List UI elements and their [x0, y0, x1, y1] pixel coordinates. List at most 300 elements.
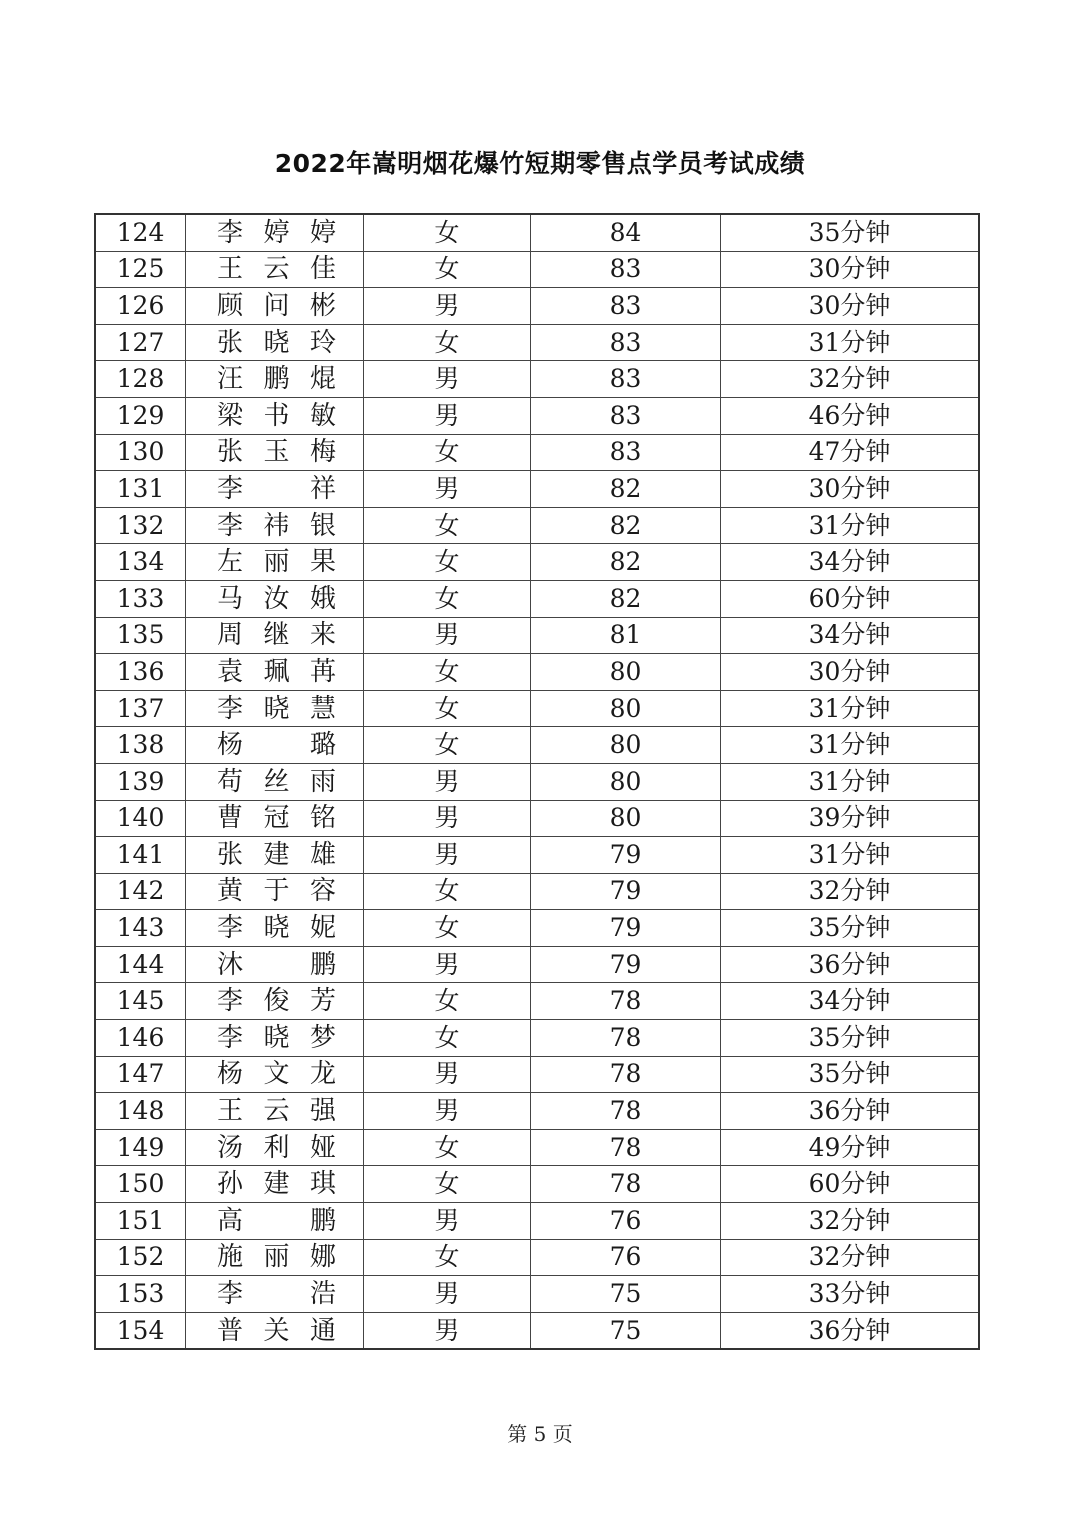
name-characters [186, 545, 363, 579]
table-row [95, 654, 979, 691]
name-character: 强 [309, 1096, 336, 1127]
name-cell [186, 434, 364, 471]
gender-cell: 男 [364, 1056, 531, 1093]
table-row [95, 1056, 979, 1093]
name-character: 袁 [216, 656, 243, 687]
name-characters [186, 1314, 363, 1348]
name-cell [186, 1239, 364, 1276]
duration-cell: 46分钟 [721, 397, 980, 434]
name-character: 晓 [263, 1022, 290, 1053]
name-character: 杨 [216, 730, 243, 761]
name-character: 李 [216, 1279, 243, 1310]
name-character: 玉 [263, 437, 290, 468]
duration-cell: 39分钟 [721, 800, 980, 837]
gender-cell: 男 [364, 946, 531, 983]
score-cell: 79 [531, 910, 721, 947]
gender-cell: 男 [364, 837, 531, 874]
name-character: 张 [216, 327, 243, 358]
table-row [95, 727, 979, 764]
row-number-cell: 139 [95, 763, 186, 800]
name-character: 杨 [216, 1059, 243, 1090]
score-cell: 82 [531, 544, 721, 581]
table-row [95, 251, 979, 288]
score-cell: 83 [531, 288, 721, 325]
name-characters [186, 362, 363, 396]
name-cell [186, 1056, 364, 1093]
name-character: 晓 [263, 327, 290, 358]
name-cell [186, 1166, 364, 1203]
gender-cell: 男 [364, 361, 531, 398]
name-character: 焜 [309, 364, 336, 395]
name-characters [186, 948, 363, 982]
score-cell: 78 [531, 1056, 721, 1093]
score-cell: 83 [531, 251, 721, 288]
score-cell: 75 [531, 1276, 721, 1313]
name-characters [186, 252, 363, 286]
name-characters [186, 399, 363, 433]
name-character: 汤 [216, 1132, 243, 1163]
score-cell: 78 [531, 1093, 721, 1130]
gender-cell: 男 [364, 1312, 531, 1349]
name-character: 龙 [309, 1059, 336, 1090]
score-cell: 79 [531, 873, 721, 910]
name-character: 李 [216, 217, 243, 248]
table-row [95, 324, 979, 361]
name-character: 关 [263, 1315, 290, 1346]
name-character: 彬 [309, 290, 336, 321]
name-character: 苟 [216, 766, 243, 797]
gender-cell: 女 [364, 580, 531, 617]
row-number-cell: 142 [95, 873, 186, 910]
name-cell [186, 617, 364, 654]
score-cell: 82 [531, 471, 721, 508]
name-character: 汝 [263, 583, 290, 614]
name-cell [186, 214, 364, 251]
name-characters [186, 216, 363, 250]
gender-cell: 女 [364, 1020, 531, 1057]
row-number-cell: 136 [95, 654, 186, 691]
score-table-body [95, 214, 979, 1349]
score-cell: 82 [531, 507, 721, 544]
gender-cell: 女 [364, 654, 531, 691]
name-character: 雄 [309, 839, 336, 870]
gender-cell: 男 [364, 471, 531, 508]
duration-cell: 31分钟 [721, 763, 980, 800]
name-character: 来 [309, 620, 336, 651]
name-character: 梦 [309, 1022, 336, 1053]
name-characters [186, 618, 363, 652]
score-cell: 78 [531, 1166, 721, 1203]
row-number-cell: 141 [95, 837, 186, 874]
name-character: 通 [309, 1315, 336, 1346]
gender-cell: 男 [364, 288, 531, 325]
duration-cell: 32分钟 [721, 1239, 980, 1276]
name-character: 周 [216, 620, 243, 651]
name-character: 晓 [263, 693, 290, 724]
name-cell [186, 983, 364, 1020]
duration-cell: 35分钟 [721, 214, 980, 251]
name-character: 鹏 [309, 1205, 336, 1236]
gender-cell: 女 [364, 873, 531, 910]
name-character: 左 [216, 547, 243, 578]
name-cell [186, 727, 364, 764]
score-cell: 79 [531, 946, 721, 983]
name-character: 果 [309, 547, 336, 578]
duration-cell: 60分钟 [721, 1166, 980, 1203]
name-character: 云 [263, 254, 290, 285]
name-characters [186, 765, 363, 799]
name-cell [186, 507, 364, 544]
name-character: 苒 [309, 656, 336, 687]
name-character: 梁 [216, 400, 243, 431]
name-cell [186, 690, 364, 727]
score-cell: 83 [531, 434, 721, 471]
score-cell: 75 [531, 1312, 721, 1349]
row-number-cell: 125 [95, 251, 186, 288]
gender-cell: 女 [364, 1166, 531, 1203]
table-row [95, 361, 979, 398]
name-character: 丽 [263, 547, 290, 578]
table-row [95, 397, 979, 434]
table-row [95, 507, 979, 544]
row-number-cell: 144 [95, 946, 186, 983]
name-character: 祎 [263, 510, 290, 541]
table-row [95, 544, 979, 581]
duration-cell: 30分钟 [721, 471, 980, 508]
name-character: 文 [263, 1059, 290, 1090]
row-number-cell: 148 [95, 1093, 186, 1130]
name-characters [186, 1057, 363, 1091]
name-cell [186, 580, 364, 617]
name-cell [186, 471, 364, 508]
table-row [95, 837, 979, 874]
name-character: 璐 [309, 730, 336, 761]
duration-cell: 36分钟 [721, 1093, 980, 1130]
duration-cell: 31分钟 [721, 507, 980, 544]
name-character: 王 [216, 254, 243, 285]
name-character: 普 [216, 1315, 243, 1346]
row-number-cell: 126 [95, 288, 186, 325]
table-row [95, 617, 979, 654]
duration-cell: 34分钟 [721, 617, 980, 654]
name-cell [186, 837, 364, 874]
name-characters [186, 1240, 363, 1274]
table-row [95, 1129, 979, 1166]
name-cell [186, 873, 364, 910]
name-character: 李 [216, 1022, 243, 1053]
name-character [263, 472, 291, 506]
duration-cell: 31分钟 [721, 837, 980, 874]
name-character: 书 [263, 400, 290, 431]
name-character [263, 1204, 291, 1238]
row-number-cell: 140 [95, 800, 186, 837]
gender-cell: 男 [364, 617, 531, 654]
gender-cell: 男 [364, 1276, 531, 1313]
name-character: 芳 [309, 986, 336, 1017]
name-cell [186, 910, 364, 947]
name-character [263, 728, 291, 762]
name-character: 施 [216, 1242, 243, 1273]
row-number-cell: 135 [95, 617, 186, 654]
gender-cell: 男 [364, 397, 531, 434]
table-row [95, 214, 979, 251]
name-character: 王 [216, 1096, 243, 1127]
row-number-cell: 143 [95, 910, 186, 947]
score-cell: 80 [531, 727, 721, 764]
name-characters [186, 655, 363, 689]
name-characters [186, 1021, 363, 1055]
name-cell [186, 763, 364, 800]
name-characters [186, 874, 363, 908]
duration-cell: 36分钟 [721, 946, 980, 983]
gender-cell: 女 [364, 324, 531, 361]
name-characters [186, 1204, 363, 1238]
score-cell: 78 [531, 1020, 721, 1057]
gender-cell: 女 [364, 544, 531, 581]
gender-cell: 男 [364, 800, 531, 837]
row-number-cell: 152 [95, 1239, 186, 1276]
duration-cell: 49分钟 [721, 1129, 980, 1166]
name-cell [186, 1020, 364, 1057]
name-characters [186, 984, 363, 1018]
name-character: 晓 [263, 913, 290, 944]
score-cell: 80 [531, 654, 721, 691]
name-characters [186, 435, 363, 469]
score-cell: 83 [531, 397, 721, 434]
duration-cell: 31分钟 [721, 727, 980, 764]
name-character: 婷 [309, 217, 336, 248]
table-row [95, 910, 979, 947]
gender-cell: 女 [364, 434, 531, 471]
table-row [95, 1093, 979, 1130]
name-character: 慧 [309, 693, 336, 724]
name-character: 浩 [309, 1279, 336, 1310]
name-character: 曹 [216, 803, 243, 834]
duration-cell: 35分钟 [721, 1020, 980, 1057]
name-character [263, 948, 291, 982]
row-number-cell: 124 [95, 214, 186, 251]
name-characters [186, 509, 363, 543]
name-character: 孙 [216, 1169, 243, 1200]
duration-cell: 34分钟 [721, 983, 980, 1020]
name-character: 银 [309, 510, 336, 541]
name-characters [186, 582, 363, 616]
name-characters [186, 1131, 363, 1165]
name-characters [186, 472, 363, 506]
row-number-cell: 130 [95, 434, 186, 471]
score-table [94, 213, 980, 1350]
name-character: 顾 [216, 290, 243, 321]
page-number: 第 5 页 [507, 1422, 573, 1446]
name-character: 云 [263, 1096, 290, 1127]
name-character: 汪 [216, 364, 243, 395]
table-row [95, 1312, 979, 1349]
row-number-cell: 132 [95, 507, 186, 544]
row-number-cell: 134 [95, 544, 186, 581]
name-character: 李 [216, 510, 243, 541]
duration-cell: 30分钟 [721, 251, 980, 288]
name-character: 俊 [263, 986, 290, 1017]
name-character: 珮 [263, 656, 290, 687]
gender-cell: 女 [364, 910, 531, 947]
duration-cell: 47分钟 [721, 434, 980, 471]
score-cell: 78 [531, 983, 721, 1020]
name-cell [186, 288, 364, 325]
name-character: 利 [263, 1132, 290, 1163]
name-character: 妮 [309, 913, 336, 944]
table-row [95, 983, 979, 1020]
name-character: 李 [216, 986, 243, 1017]
score-cell: 79 [531, 837, 721, 874]
duration-cell: 32分钟 [721, 1203, 980, 1240]
gender-cell: 女 [364, 1129, 531, 1166]
name-character: 丽 [263, 1242, 290, 1273]
name-character: 建 [263, 839, 290, 870]
name-cell [186, 1312, 364, 1349]
table-row [95, 800, 979, 837]
gender-cell: 女 [364, 690, 531, 727]
duration-cell: 36分钟 [721, 1312, 980, 1349]
gender-cell: 女 [364, 507, 531, 544]
row-number-cell: 138 [95, 727, 186, 764]
name-character: 问 [263, 290, 290, 321]
name-cell [186, 361, 364, 398]
duration-cell: 31分钟 [721, 324, 980, 361]
row-number-cell: 131 [95, 471, 186, 508]
name-character: 婷 [263, 217, 290, 248]
gender-cell: 女 [364, 214, 531, 251]
table-row [95, 873, 979, 910]
name-character: 李 [216, 913, 243, 944]
table-row [95, 763, 979, 800]
name-character: 于 [263, 876, 290, 907]
name-cell [186, 1093, 364, 1130]
name-character: 高 [216, 1205, 243, 1236]
score-cell: 82 [531, 580, 721, 617]
name-character: 容 [309, 876, 336, 907]
row-number-cell: 128 [95, 361, 186, 398]
name-character: 娥 [309, 583, 336, 614]
name-character: 黄 [216, 876, 243, 907]
name-cell [186, 324, 364, 361]
name-character: 琪 [309, 1169, 336, 1200]
name-characters [186, 1167, 363, 1201]
row-number-cell: 137 [95, 690, 186, 727]
name-cell [186, 544, 364, 581]
duration-cell: 32分钟 [721, 361, 980, 398]
name-character: 建 [263, 1169, 290, 1200]
table-row [95, 580, 979, 617]
name-character: 铭 [309, 803, 336, 834]
name-character: 冠 [263, 803, 290, 834]
duration-cell: 35分钟 [721, 1056, 980, 1093]
name-characters [186, 326, 363, 360]
name-cell [186, 946, 364, 983]
name-character: 马 [216, 583, 243, 614]
name-character: 敏 [309, 400, 336, 431]
gender-cell: 男 [364, 763, 531, 800]
table-row [95, 1203, 979, 1240]
gender-cell: 男 [364, 1203, 531, 1240]
name-cell [186, 654, 364, 691]
name-character: 张 [216, 839, 243, 870]
duration-cell: 30分钟 [721, 654, 980, 691]
duration-cell: 30分钟 [721, 288, 980, 325]
gender-cell: 男 [364, 1093, 531, 1130]
duration-cell: 31分钟 [721, 690, 980, 727]
row-number-cell: 154 [95, 1312, 186, 1349]
name-character: 鹏 [309, 949, 336, 980]
row-number-cell: 147 [95, 1056, 186, 1093]
row-number-cell: 133 [95, 580, 186, 617]
row-number-cell: 149 [95, 1129, 186, 1166]
table-row [95, 1166, 979, 1203]
duration-cell: 34分钟 [721, 544, 980, 581]
score-cell: 80 [531, 800, 721, 837]
name-characters [186, 289, 363, 323]
name-characters [186, 911, 363, 945]
name-character: 李 [216, 473, 243, 504]
name-cell [186, 251, 364, 288]
duration-cell: 35分钟 [721, 910, 980, 947]
row-number-cell: 129 [95, 397, 186, 434]
name-characters [186, 801, 363, 835]
score-cell: 83 [531, 324, 721, 361]
name-cell [186, 1129, 364, 1166]
name-character: 继 [263, 620, 290, 651]
gender-cell: 女 [364, 1239, 531, 1276]
name-character: 丝 [263, 766, 290, 797]
score-cell: 81 [531, 617, 721, 654]
name-character: 张 [216, 437, 243, 468]
name-character: 娜 [309, 1242, 336, 1273]
table-row [95, 1276, 979, 1313]
name-character: 沐 [216, 949, 243, 980]
gender-cell: 女 [364, 727, 531, 764]
name-character: 娅 [309, 1132, 336, 1163]
row-number-cell: 146 [95, 1020, 186, 1057]
name-character: 雨 [309, 766, 336, 797]
name-characters [186, 1094, 363, 1128]
name-character: 梅 [309, 437, 336, 468]
row-number-cell: 145 [95, 983, 186, 1020]
duration-cell: 32分钟 [721, 873, 980, 910]
duration-cell: 60分钟 [721, 580, 980, 617]
name-characters [186, 728, 363, 762]
name-characters [186, 838, 363, 872]
score-cell: 80 [531, 690, 721, 727]
row-number-cell: 151 [95, 1203, 186, 1240]
table-row [95, 1239, 979, 1276]
table-row [95, 1020, 979, 1057]
score-cell: 84 [531, 214, 721, 251]
score-cell: 78 [531, 1129, 721, 1166]
table-row [95, 471, 979, 508]
name-character: 佳 [309, 254, 336, 285]
table-row [95, 288, 979, 325]
name-cell [186, 397, 364, 434]
name-character: 祥 [309, 473, 336, 504]
name-character: 李 [216, 693, 243, 724]
name-character: 玲 [309, 327, 336, 358]
row-number-cell: 127 [95, 324, 186, 361]
name-cell [186, 1276, 364, 1313]
name-characters [186, 692, 363, 726]
gender-cell: 女 [364, 251, 531, 288]
score-cell: 76 [531, 1239, 721, 1276]
gender-cell: 女 [364, 983, 531, 1020]
name-character: 鹏 [263, 364, 290, 395]
